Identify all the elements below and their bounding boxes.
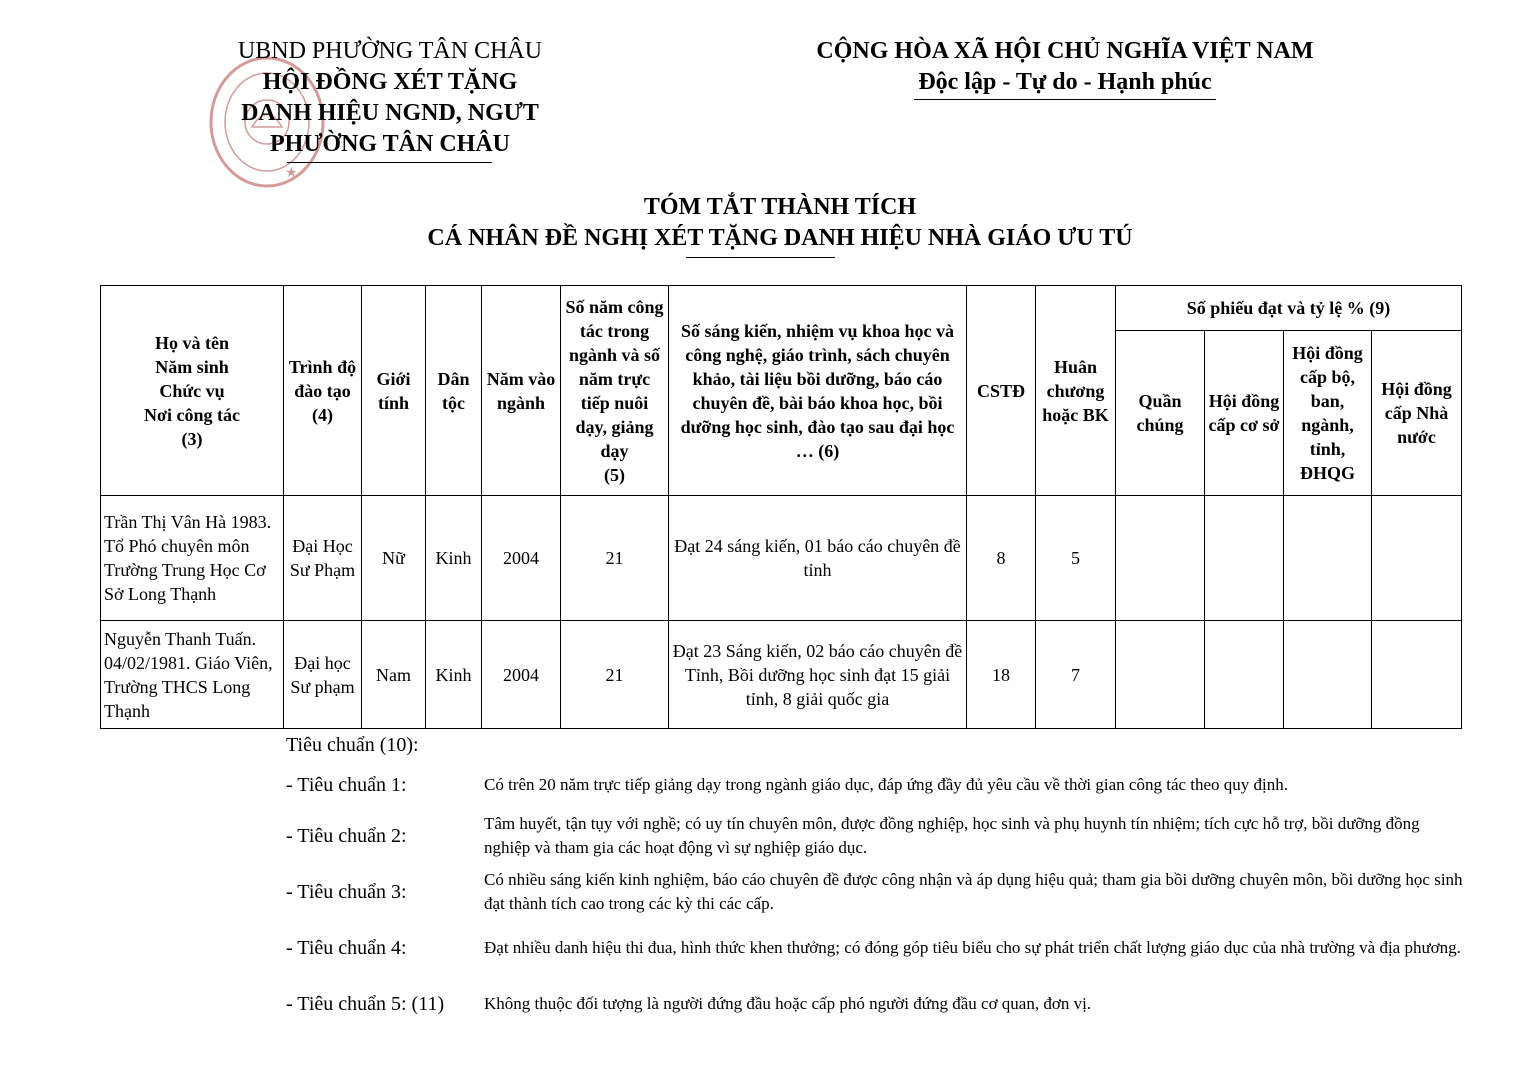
issuer-line-4: PHƯỜNG TÂN CHÂU — [270, 131, 510, 157]
issuer-line-3: DANH HIỆU NGND, NGƯT — [241, 100, 539, 126]
criteria-text: Có nhiều sáng kiến kinh nghiệm, báo cáo chuyên đề được công nhận và áp dụng hiệu quả; tham gia bồi dưỡng chuyên môn, bồi dưỡng học sinh đạt thành tích cao trong các kỳ thi các cấp. — [484, 870, 1463, 913]
cell-votes-public — [1116, 496, 1205, 621]
header-ethnicity: Dân tộc — [426, 286, 482, 496]
cell-votes-ministry — [1284, 496, 1372, 621]
criteria-text: Có trên 20 năm trực tiếp giảng dạy trong ngành giáo dục, đáp ứng đầy đủ yêu cầu về thời gian công tác theo quy định. — [484, 775, 1289, 794]
cell-votes-public — [1116, 621, 1205, 729]
header-votes-state: Hội đồng cấp Nhà nước — [1372, 331, 1462, 496]
header-start-year: Năm vào ngành — [482, 286, 561, 496]
cell-ethnicity: Kinh — [426, 621, 482, 729]
issuer-line-1: UBND PHƯỜNG TÂN CHÂU — [237, 38, 543, 64]
header-votes-base: Hội đồng cấp cơ sở — [1205, 331, 1284, 496]
title-divider — [686, 257, 835, 258]
cell-degree: Đại học Sư phạm — [284, 621, 362, 729]
header-votes: Số phiếu đạt và tỷ lệ % (9) — [1116, 286, 1462, 331]
svg-text:★: ★ — [285, 165, 298, 181]
document-title — [300, 192, 1260, 254]
issuer-line-2: HỘI ĐỒNG XÉT TẶNG — [262, 69, 518, 95]
header-degree: Trình độ đào tạo (4) — [284, 286, 362, 496]
header-achievements: Số sáng kiến, nhiệm vụ khoa học và công nghệ, giáo trình, sách chuyên khảo, tài liệu bồi dưỡng, báo cáo chuyên đề, bài báo khoa học, bồi dưỡng học sinh, đào tạo sau đại học … (6) — [669, 286, 967, 496]
cell-name: Nguyễn Thanh Tuấn. 04/02/1981. Giáo Viên, Trường THCS Long Thạnh — [101, 621, 284, 729]
criteria-text: Không thuộc đối tượng là người đứng đầu hoặc cấp phó người đứng đầu cơ quan, đơn vị. — [484, 994, 1092, 1013]
cell-years: 21 — [561, 496, 669, 621]
cell-medal: 7 — [1036, 621, 1116, 729]
header-votes-public: Quần chúng — [1116, 331, 1205, 496]
cell-gender: Nam — [362, 621, 426, 729]
cell-cstd: 18 — [967, 621, 1036, 729]
header-medal: Huân chương hoặc BK — [1036, 286, 1116, 496]
cell-votes-state — [1372, 621, 1462, 729]
criteria-item — [286, 867, 1466, 917]
cell-medal: 5 — [1036, 496, 1116, 621]
criteria-heading: Tiêu chuẩn (10): — [286, 734, 419, 756]
criteria-text: Đạt nhiều danh hiệu thi đua, hình thức khen thưởng; có đóng góp tiêu biểu cho sự phát triển chất lượng giáo dục của nhà trường và địa phương. — [484, 938, 1461, 957]
cell-start-year: 2004 — [482, 496, 561, 621]
cell-votes-base — [1205, 621, 1284, 729]
header-cstd: CSTĐ — [967, 286, 1036, 496]
title-line-2: CÁ NHÂN ĐỀ NGHỊ XÉT TẶNG DANH HIỆU NHÀ GIÁO ƯU TÚ — [427, 225, 1133, 251]
criteria-text: Tâm huyết, tận tụy với nghề; có uy tín chuyên môn, được đồng nghiệp, học sinh và phụ huynh tín nhiệm; tích cực hỗ trợ, bồi dưỡng đồng nghiệp và tham gia các hoạt động vì sự nghiệp giáo dục. — [484, 814, 1420, 857]
criteria-item — [286, 765, 1466, 805]
cell-gender: Nữ — [362, 496, 426, 621]
criteria-label: - Tiêu chuẩn 4: — [286, 936, 407, 959]
title-line-1: TÓM TẮT THÀNH TÍCH — [643, 194, 917, 220]
cell-ethnicity: Kinh — [426, 496, 482, 621]
national-motto: Độc lập - Tự do - Hạnh phúc — [914, 67, 1215, 100]
cell-achievements: Đạt 23 Sáng kiến, 02 báo cáo chuyên đề Tỉnh, Bồi dưỡng học sinh đạt 15 giải tỉnh, 8 giải quốc gia — [669, 621, 967, 729]
national-header — [790, 36, 1340, 100]
header-gender: Giới tính — [362, 286, 426, 496]
table-row — [101, 621, 1462, 729]
cell-votes-state — [1372, 496, 1462, 621]
achievement-table — [100, 285, 1462, 729]
criteria-item — [286, 923, 1466, 973]
header-years: Số năm công tác trong ngành và số năm trực tiếp nuôi dạy, giảng dạy (5) — [561, 286, 669, 496]
criteria-label: - Tiêu chuẩn 5: (11) — [286, 992, 445, 1015]
criteria-item — [286, 979, 1466, 1029]
cell-name: Trần Thị Vân Hà 1983. Tổ Phó chuyên môn Trường Trung Học Cơ Sở Long Thạnh — [101, 496, 284, 621]
criteria-label: - Tiêu chuẩn 1: — [286, 773, 407, 796]
cell-votes-base — [1205, 496, 1284, 621]
criteria-item — [286, 811, 1466, 861]
table-row — [101, 496, 1462, 621]
cell-votes-ministry — [1284, 621, 1372, 729]
criteria-label: - Tiêu chuẩn 3: — [286, 880, 407, 903]
cell-cstd: 8 — [967, 496, 1036, 621]
cell-achievements: Đạt 24 sáng kiến, 01 báo cáo chuyên đề tỉnh — [669, 496, 967, 621]
criteria-label: - Tiêu chuẩn 2: — [286, 824, 407, 847]
issuer-divider — [287, 162, 492, 163]
header-votes-ministry: Hội đồng cấp bộ, ban, ngành, tỉnh, ĐHQG — [1284, 331, 1372, 496]
cell-years: 21 — [561, 621, 669, 729]
issuer-header — [210, 36, 570, 163]
header-name: Họ và tên Năm sinh Chức vụ Nơi công tác (3) — [101, 286, 284, 496]
cell-start-year: 2004 — [482, 621, 561, 729]
cell-degree: Đại Học Sư Phạm — [284, 496, 362, 621]
national-title: CỘNG HÒA XÃ HỘI CHỦ NGHĨA VIỆT NAM — [816, 38, 1314, 64]
criteria-section — [286, 734, 1466, 1035]
